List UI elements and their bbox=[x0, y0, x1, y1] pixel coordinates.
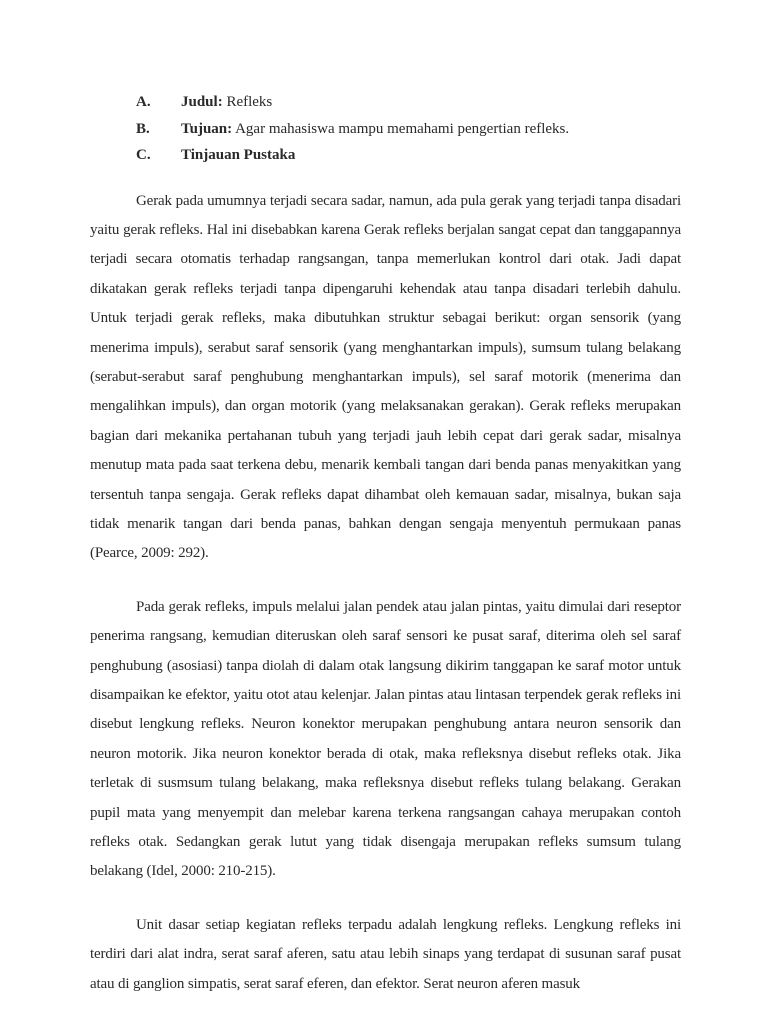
paragraph-gerak-refleks: Gerak pada umumnya terjadi secara sadar, namun, ada pula gerak yang terjadi tanpa disadari yaitu gerak refleks. Hal ini disebabkan karena Gerak refleks berjalan sangat cepat dan tanggapannya terjadi secara otomatis terhadap rangsangan, tanpa memerlukan kontrol dari otak. Jadi dapat dikatakan gerak refleks terjadi tanpa dipengaruhi kehendak atau tanpa disadari terlebih dahulu. Untuk terjadi gerak refleks, maka dibutuhkan struktur sebagai berikut: organ sensorik (yang menerima impuls), serabut saraf sensorik (yang menghantarkan impuls), sumsum tulang belakang (serabut-serabut saraf penghubung menghantarkan impuls), sel saraf motorik (menerima dan mengalihkan impuls), dan organ motorik (yang melaksanakan gerakan). Gerak refleks merupakan bagian dari mekanika pertahanan tubuh yang terjadi jauh lebih cepat dari gerak sadar, misalnya menutup mata pada saat terkena debu, menarik kembali tangan dari benda panas menyakitkan yang tersentuh tanpa sengaja. Gerak refleks dapat dihambat oleh kemauan sadar, misalnya, bukan saja tidak menarik tangan dari benda panas, bahkan dengan sengaja menyentuh permukaan panas (Pearce, 2009: 292). bbox=[90, 192, 681, 562]
body-text bbox=[90, 187, 681, 1000]
paragraph-unit-dasar: Unit dasar setiap kegiatan refleks terpadu adalah lengkung refleks. Lengkung refleks ini terdiri dari alat indra, serat saraf aferen, satu atau lebih sinaps yang terdapat di susunan saraf pusat atau di ganglion simpatis, serat saraf eferen, dan efektor. Serat neuron aferen masuk bbox=[90, 916, 681, 992]
heading-value: Agar mahasiswa mampu memahami pengertian refleks. bbox=[232, 120, 570, 137]
heading-value: Refleks bbox=[222, 94, 273, 110]
heading-label: Tinjauan Pustaka bbox=[181, 147, 296, 163]
heading-judul bbox=[90, 89, 681, 116]
heading-marker: C. bbox=[136, 147, 151, 163]
heading-label: Tujuan: bbox=[181, 120, 233, 137]
paragraph-lengkung-refleks: Pada gerak refleks, impuls melalui jalan pendek atau jalan pintas, yaitu dimulai dari reseptor penerima rangsang, kemudian diteruskan oleh saraf sensori ke pusat saraf, diterima oleh sel saraf penghubung (asosiasi) tanpa diolah di dalam otak langsung dikirim tanggapan ke saraf motor untuk disampaikan ke efektor, yaitu otot atau kelenjar. Jalan pintas atau lintasan terpendek gerak refleks ini disebut lengkung refleks. Neuron konektor merupakan penghubung antara neuron sensorik dan neuron motorik. Jika neuron konektor berada di otak, maka refleksnya disebut refleks otak. Jika terletak di susmsum tulang belakang, maka refleksnya disebut refleks tulang belakang. Gerakan pupil mata yang menyempit dan melebar karena terkena rangsangan cahaya merupakan contoh refleks otak. Sedangkan gerak lutut yang tidak disengaja merupakan refleks sumsum tulang belakang (Idel, 2000: 210-215). bbox=[90, 598, 681, 880]
heading-label: Judul: bbox=[181, 94, 223, 110]
heading-marker: B. bbox=[136, 120, 150, 137]
heading-list bbox=[90, 89, 681, 169]
heading-tinjauan-pustaka bbox=[90, 142, 681, 169]
heading-tujuan bbox=[90, 116, 681, 143]
heading-marker: A. bbox=[136, 94, 151, 110]
